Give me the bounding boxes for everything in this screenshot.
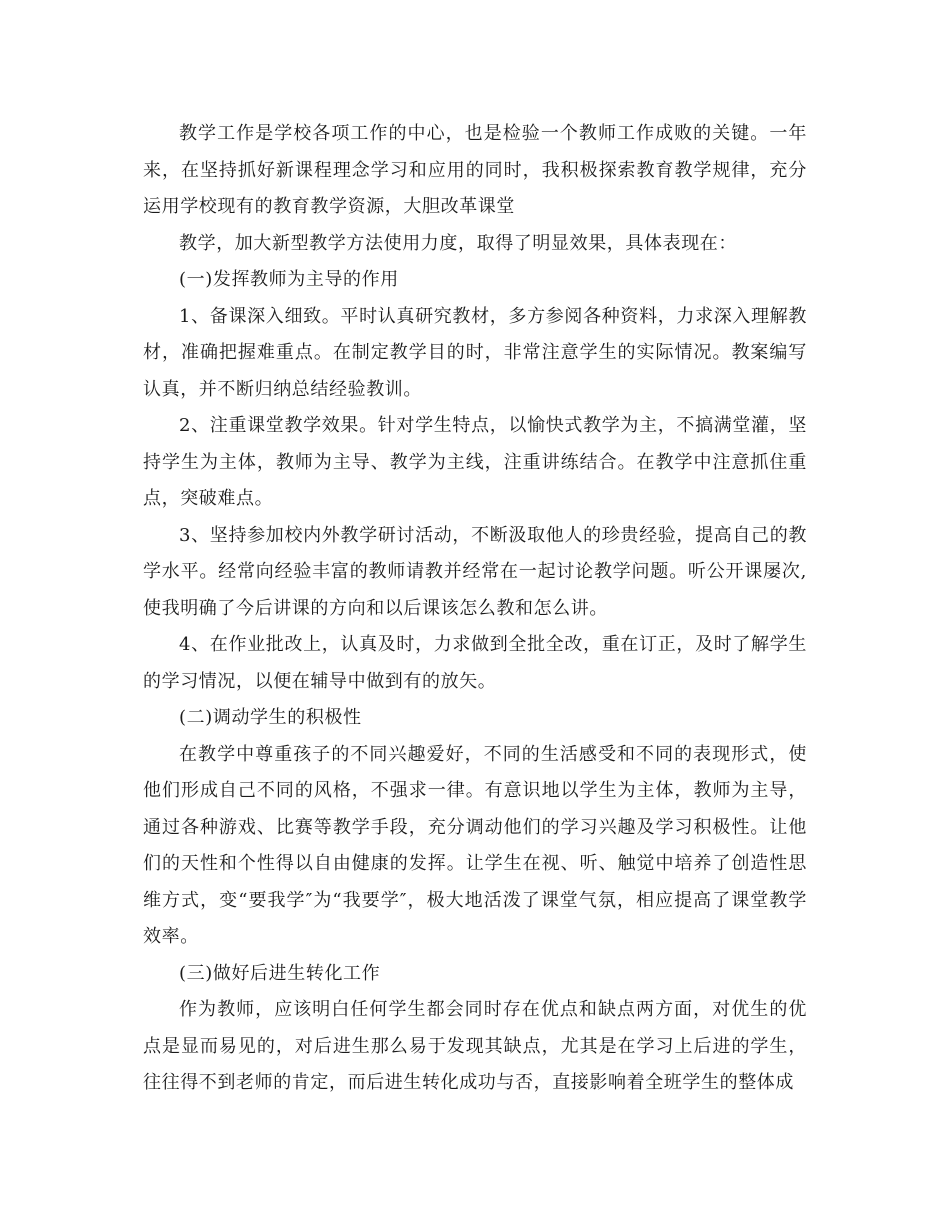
section-heading-2: (二)调动学生的积极性 (179, 707, 362, 728)
section-heading-3: (三)做好后进生转化工作 (179, 962, 381, 984)
section-heading-1: (一)发挥教师为主导的作用 (179, 269, 399, 290)
paragraph-underachievers: 作为教师，应该明白任何学生都会同时存在优点和缺点两方面，对优生的优点是显而易见的，对后进生那么易于发现其缺点，尤其是在学习上后进的学生，往往得不到老师的肯定，而后进生转化成功与否，直接影响着全班学生的整体成 (143, 999, 807, 1093)
paragraph-item-4: 4、在作业批改上，认真及时，力求做到全批全改，重在订正，及时了解学生的学习情况，以便在辅导中做到有的放矢。 (143, 634, 807, 692)
paragraph-student-motivation: 在教学中尊重孩子的不同兴趣爱好，不同的生活感受和不同的表现形式，使他们形成自己不同的风格，不强求一律。有意识地以学生为主体，教师为主导，通过各种游戏、比赛等教学手段，充分调动他们的学习兴趣及学习积极性。让他们的天性和个性得以自由健康的发挥。让学生在视、听、触觉中培养了创造性思维方式，变“要我学″为“我要学″，极大地活泼了课堂气氛，相应提高了课堂教学效率。 (143, 743, 807, 947)
paragraph-item-1: 1、备课深入细致。平时认真研究教材，多方参阅各种资料，力求深入理解教材，准确把握难重点。在制定教学目的时，非常注意学生的实际情况。教案编写认真，并不断归纳总结经验教训。 (143, 305, 807, 400)
paragraph-intro: 教学工作是学校各项工作的中心，也是检验一个教师工作成败的关键。一年来，在坚持抓好新课程理念学习和应用的同时，我积极探索教育教学规律，充分运用学校现有的教育教学资源，大胆改革课堂 (143, 123, 807, 217)
document-body (143, 116, 807, 1102)
paragraph-item-3: 3、坚持参加校内外教学研讨活动，不断汲取他人的珍贵经验，提高自己的教学水平。经常向经验丰富的教师请教并经常在一起讨论教学问题。听公开课屡次,使我明确了今后讲课的方向和以后课该怎么教和怎么讲。 (143, 524, 807, 619)
paragraph-item-2: 2、注重课堂教学效果。针对学生特点，以愉快式教学为主，不搞满堂灌，坚持学生为主体，教师为主导、教学为主线，注重讲练结合。在教学中注意抓住重点，突破难点。 (143, 415, 807, 509)
paragraph-intro-continued: 教学，加大新型教学方法使用力度，取得了明显效果，具体表现在： (179, 232, 737, 254)
